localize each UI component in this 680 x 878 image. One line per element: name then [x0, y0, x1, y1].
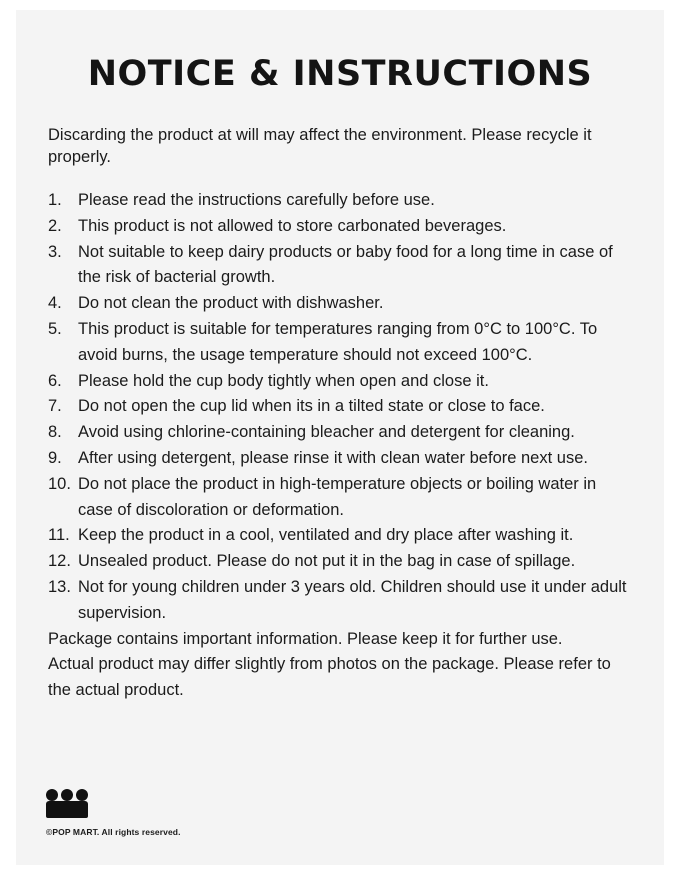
outro-paragraph: Package contains important information. Please keep it for further use.: [48, 629, 563, 648]
footer: [46, 789, 606, 837]
list-item-text: Keep the product in a cool, ventilated and dry place after washing it.: [78, 526, 574, 545]
copyright-text: ©POP MART. All rights reserved.: [46, 827, 181, 837]
list-item: [48, 317, 634, 369]
outro-paragraph: Actual product may differ slightly from photos on the package. Please refer to the actual product.: [48, 655, 611, 700]
notice-body: [16, 94, 664, 704]
list-item-text: Do not place the product in high-temperature objects or boiling water in case of discoloration or deformation.: [78, 474, 597, 519]
list-item-text: Not for young children under 3 years old. Children should use it under adult supervision.: [78, 577, 627, 622]
list-item-text: Unsealed product. Please do not put it in the bag in case of spillage.: [78, 552, 576, 571]
list-item: [48, 394, 634, 420]
list-item: [48, 420, 634, 446]
list-item: [48, 188, 634, 214]
list-item: [48, 549, 634, 575]
list-item-number: 5.: [48, 319, 62, 338]
list-item: [48, 446, 634, 472]
list-item-number: 7.: [48, 397, 62, 416]
logo-dot-left: [46, 789, 58, 801]
list-item-text: Do not clean the product with dishwasher.: [78, 294, 384, 313]
notice-page: [16, 10, 664, 865]
list-item-number: 3.: [48, 242, 62, 261]
list-item-number: 9.: [48, 448, 62, 467]
list-item: [48, 214, 634, 240]
list-item-text: Not suitable to keep dairy products or baby food for a long time in case of the risk of bacterial growth.: [78, 242, 613, 287]
list-item-number: 2.: [48, 216, 62, 235]
logo-dot-right: [76, 789, 88, 801]
list-item-number: 13.: [48, 577, 71, 596]
list-item-number: 1.: [48, 191, 62, 209]
list-item: [48, 523, 634, 549]
list-item: [48, 291, 634, 317]
list-item: [48, 240, 634, 292]
list-item-number: 8.: [48, 423, 62, 442]
popmart-logo-icon: [46, 789, 88, 819]
list-item-text: After using detergent, please rinse it with clean water before next use.: [78, 448, 588, 467]
list-item-number: 10.: [48, 474, 71, 493]
list-item-text: Please read the instructions carefully before use.: [78, 191, 435, 209]
list-item-text: This product is suitable for temperatures ranging from 0°C to 100°C. To avoid burns, the usage temperature should not exceed 100°C.: [78, 319, 598, 364]
list-item-number: 6.: [48, 371, 62, 390]
page-title: NOTICE & INSTRUCTIONS: [87, 54, 593, 94]
list-item: [48, 575, 634, 627]
intro-paragraph: Discarding the product at will may affect the environment. Please recycle it properly.: [48, 126, 592, 166]
logo-dot-center: [61, 789, 73, 801]
instructions-list: [48, 188, 634, 627]
list-item: [48, 472, 634, 524]
list-item-number: 11.: [48, 526, 70, 545]
list-item-text: Please hold the cup body tightly when open and close it.: [78, 371, 489, 390]
logo-base: [46, 801, 88, 818]
outro-block: [48, 627, 634, 704]
list-item-number: 12.: [48, 552, 71, 571]
list-item: [48, 369, 634, 395]
list-item-text: Avoid using chlorine-containing bleacher and detergent for cleaning.: [78, 423, 575, 442]
list-item-text: This product is not allowed to store carbonated beverages.: [78, 216, 507, 235]
list-item-text: Do not open the cup lid when its in a tilted state or close to face.: [78, 397, 545, 416]
list-item-number: 4.: [48, 294, 62, 313]
